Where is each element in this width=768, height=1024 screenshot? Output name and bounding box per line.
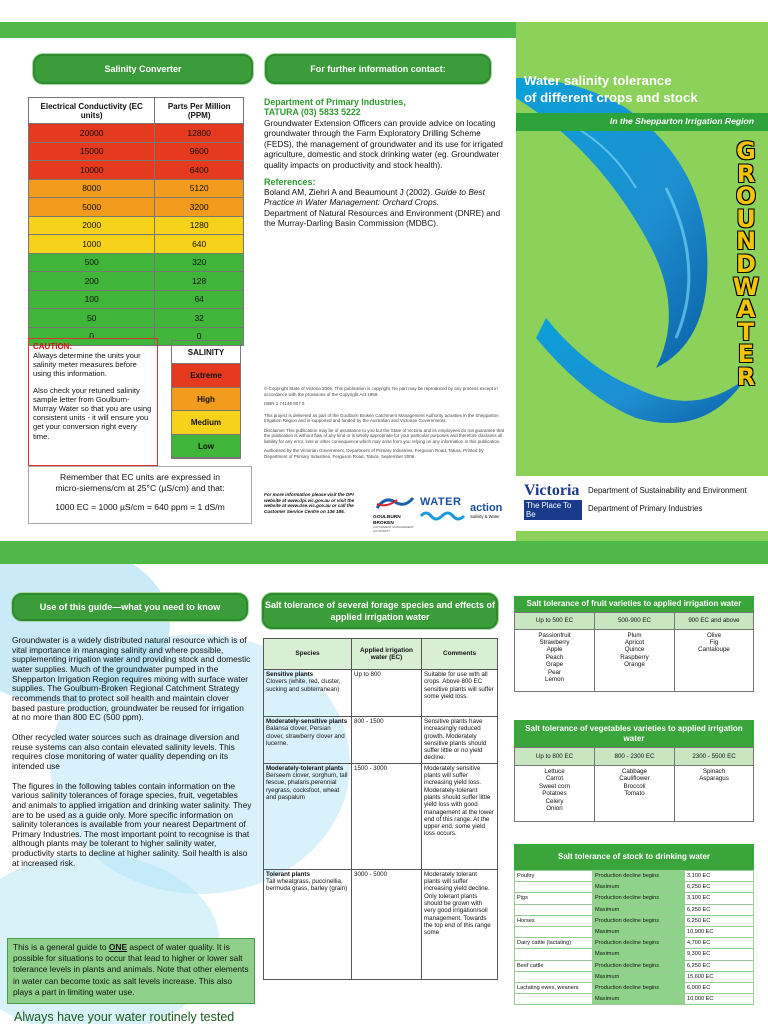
forage-table [263, 638, 498, 980]
water-logo [420, 496, 466, 532]
stock-animal: Beef cattle [515, 960, 593, 971]
forage-ec: Up to 800 [352, 670, 422, 717]
fruit-item: Quince [624, 646, 645, 654]
goulburn-broken-sub: CATCHMENT MANAGEMENT AUTHORITY [373, 525, 414, 533]
fruit-item: Apple [546, 646, 563, 654]
veg-item: Carrot [545, 775, 564, 783]
cover-subtitle-band [516, 113, 768, 131]
veg-title: Salt tolerance of vegetables varieties to applied irrigation water [514, 720, 754, 747]
gov-logos-band [516, 476, 768, 531]
forage-category: Tolerant plants [266, 870, 310, 878]
remember-box [28, 466, 252, 524]
forage-species: Balansa clover, Persian clover, strawberry clover and lucerne. [266, 725, 345, 747]
victoria-logo [524, 482, 582, 520]
guide-paragraph-2: Other recycled water sources such as drainage diversion and reuse systems can also contain elevated salinity levels. This requires close monitoring of water quality depending on its intended use [12, 731, 240, 771]
forage-header-species: Species [264, 639, 352, 670]
remember-line2: micro-siemens/cm at 25°C (µS/cm) and that: [55, 483, 225, 493]
forage-species-cell [264, 869, 352, 979]
fine-print [264, 386, 504, 459]
conv-ppm-value: 12800 [155, 124, 244, 143]
forage-species-cell [264, 670, 352, 717]
stock-row [515, 938, 754, 949]
veg-column-1 [515, 766, 595, 822]
goulburn-broken-logo [373, 494, 417, 534]
stock-animal [515, 882, 593, 893]
fruit-item: Plum [627, 631, 642, 639]
forage-comment: Moderately tolerant plants will suffer increasing yield decline. Only tolerant plants should be grown with very good irrigation/soil management. Towards the top end of this range some [422, 869, 498, 979]
goulburn-broken-mark-icon [373, 494, 417, 510]
salinity-level-medium: Medium [172, 411, 240, 435]
forage-species: Clovers (white, red, cluster, sucking and subterranean) [266, 678, 341, 693]
conv-ppm-value: 64 [155, 290, 244, 309]
conv-row [29, 179, 244, 198]
veg-column-2 [595, 766, 675, 822]
forage-header-comments: Comments [422, 639, 498, 670]
conv-ppm-value: 128 [155, 272, 244, 291]
guide-box-text-a: This is a general guide to [13, 942, 109, 952]
conv-ec-value: 100 [29, 290, 155, 309]
forage-comment: Moderately sensitive plants will suffer increasing yield loss. Moderately-tolerant plants should suffer little yield loss with good management at the lower end of this range. At the upper end, some yield loss occurs. [422, 763, 498, 869]
vertical-letter: N [735, 227, 757, 256]
fruit-item: Pear [547, 668, 562, 676]
vertical-letter: R [736, 362, 756, 391]
conv-ec-value: 500 [29, 253, 155, 272]
stock-value: 6,000 EC [685, 982, 754, 993]
conv-ppm-value: 3200 [155, 198, 244, 217]
stock-measure: Production decline begins [593, 915, 685, 926]
vertical-letter: A [736, 295, 756, 324]
conv-row [29, 142, 244, 161]
stock-row [515, 926, 754, 937]
stock-table [514, 870, 754, 1005]
veg-item: Broccoli [623, 782, 646, 790]
stock-row [515, 893, 754, 904]
stock-measure: Maximum [593, 882, 685, 893]
stock-value: 6,250 EC [685, 904, 754, 915]
stock-row [515, 882, 754, 893]
forage-ec: 3000 - 5000 [352, 869, 422, 979]
stock-animal: Poultry [515, 871, 593, 882]
stock-animal: Dairy cattle (lactating) [515, 938, 593, 949]
veg-item: Sweet corn [539, 782, 570, 790]
fruit-item: Fig [709, 638, 719, 646]
stock-row [515, 971, 754, 982]
stock-measure: Maximum [593, 994, 685, 1005]
salinity-converter-title: Salinity Converter [33, 54, 253, 84]
stock-animal: Horses [515, 915, 593, 926]
fruit-column-1 [515, 629, 595, 691]
vertical-letter: E [737, 340, 755, 369]
stock-value: 6,250 EC [685, 960, 754, 971]
forage-header-ec: Applied irrigation water (EC) [352, 639, 422, 670]
veg-item: Celery [545, 797, 564, 805]
conv-row [29, 198, 244, 217]
conv-ec-value: 2000 [29, 216, 155, 235]
conv-row [29, 309, 244, 328]
forage-comment: Suitable for use with all crops. Above 800 EC sensitive plants will suffer some yield loss. [422, 670, 498, 717]
veg-item: Tomato [624, 790, 645, 798]
fine-isbn: ISBN 1 74146 807 5 [264, 401, 305, 406]
reference-1-authors: Boland AM, Ziehri A and Beaumount J (2002). [264, 187, 435, 198]
salinity-legend-header: SALINITY [172, 341, 240, 364]
contact-dept: Department of Primary Industries, [264, 97, 406, 107]
stock-value: 3,100 EC [685, 893, 754, 904]
conv-row [29, 216, 244, 235]
stock-animal: Lactating ewes, weaners [515, 982, 593, 993]
veg-item: Lettuce [544, 768, 565, 775]
cover-title-line2: of different crops and stock [524, 90, 698, 105]
guide-box-text-b: aspect of water quality. It is possible for situations to occur that lead to higher or lower salt tolerance levels in plants and animals. Note that other elements in water can become toxic as salt levels increase. This also plays a part in limiting water use. [13, 942, 249, 997]
cover-subtitle: In the Shepparton Irrigation Region [609, 116, 754, 126]
victoria-tagline: The Place To Be [524, 500, 582, 520]
stock-measure: Maximum [593, 971, 685, 982]
reference-2: Department of Natural Resources and Environment (DNRE) and the Murray-Darling Basin Commission (MDBC). [264, 207, 501, 229]
forage-row [264, 763, 498, 869]
veg-header-3: 2300 - 5500 EC [675, 748, 754, 766]
remember-line1: Remember that EC units are expressed in [59, 472, 220, 482]
top-green-band [0, 22, 516, 38]
mid-green-band [0, 541, 768, 564]
guide-paragraph-1: Groundwater is a widely distributed natural resource which is of vital importance in managing salinity and where possible, supplementing irrigation water and providing stock and domestic water supplies. Much of the groundwater pumped in the Shepparton Irrigation Region requires mixing with surface water supplies. The Goulburn-Broken Regional Catchment Strategy recommends that to protect soil health and maintain clover based pasture production, groundwater be reused for irrigation at no more than 800 EC (500 ppm). [12, 635, 251, 723]
reference-1-title: Guide to Best Practice in Water Management: Orchard Crops. [264, 187, 485, 208]
contact-body: Groundwater Extension Officers can provide advice on locating groundwater through the Farm Exploratory Drilling Scheme (FEDS), the management of groundwater and its use for irrigated agriculture, domestic and stock drinking water (eg. Groundwater quality impacts on productivity and stock health). [264, 118, 503, 170]
department-dse: Department of Sustainability and Environment [588, 486, 747, 495]
stock-value: 10,000 EC [685, 994, 754, 1005]
references-title: References: [264, 177, 316, 188]
forage-title: Salt tolerance of several forage species and effects of applied irrigation water [262, 593, 498, 629]
conv-ppm-value: 0 [155, 327, 244, 346]
conv-ppm-value: 320 [155, 253, 244, 272]
conv-ec-value: 15000 [29, 142, 155, 161]
conv-ppm-value: 32 [155, 309, 244, 328]
fine-project: This project is delivered as part of the Goulburn Broken Catchment Management Authority activities in the Shepparton Irrigation Region and is supported and funded by the Australian and Victorian Governments. [264, 412, 499, 423]
caution-title: CAUTION: [33, 342, 73, 351]
victoria-logo-text: Victoria [524, 482, 580, 499]
conv-ec-value: 50 [29, 309, 155, 328]
fruit-item: Apricot [624, 638, 645, 646]
water-logo-text: WATER [420, 496, 462, 508]
action-logo [470, 502, 510, 536]
caution-text-1: Always determine the units your salinity meter measures before using this information. [33, 351, 141, 379]
stock-animal [515, 926, 593, 937]
general-guide-box [7, 938, 255, 1004]
veg-item: Potatoes [542, 790, 567, 798]
forage-ec: 800 - 1500 [352, 717, 422, 764]
fruit-header-3: 900 EC and above [675, 612, 754, 629]
conv-ppm-value: 9600 [155, 142, 244, 161]
fruit-item: Passionfruit [538, 631, 571, 639]
stock-animal [515, 904, 593, 915]
conv-ppm-value: 6400 [155, 161, 244, 180]
conv-row [29, 161, 244, 180]
conv-row [29, 235, 244, 254]
stock-value: 3,100 EC [685, 871, 754, 882]
forage-species: Tall wheatgrass, puccinellia, bermuda grass, barley (grain) [266, 878, 348, 893]
fruit-item: Olive [706, 631, 722, 639]
contact-block [264, 97, 510, 229]
forage-species-cell [264, 717, 352, 764]
forage-ec: 1500 - 3000 [352, 763, 422, 869]
stock-row [515, 949, 754, 960]
conv-ec-value: 20000 [29, 124, 155, 143]
salinity-level-high: High [172, 388, 240, 412]
salinity-legend [171, 340, 241, 459]
stock-value: 9,300 EC [685, 949, 754, 960]
goulburn-broken-text: GOULBURN BROKEN [373, 515, 401, 526]
contact-title: For further information contact: [265, 54, 491, 84]
conv-row [29, 253, 244, 272]
fruit-item: Lemon [545, 675, 564, 683]
stock-measure: Maximum [593, 926, 685, 937]
forage-row [264, 869, 498, 979]
conv-ec-value: 10000 [29, 161, 155, 180]
conv-header-ec: Electrical Conductivity (EC units) [29, 98, 155, 124]
action-logo-text: action [470, 502, 503, 514]
veg-item: Onion [546, 805, 563, 813]
veg-header-1: Up to 800 EC [515, 748, 595, 766]
contact-phone: TATURA (03) 5833 5222 [264, 107, 361, 117]
guide-paragraph-3: The figures in the following tables contain information on the various salinity tolerances of forage species, fruit, vegetables and animals to applied irrigation and drinking water salinity. They are to be used as a guide only. More specific information on salinity tolerances is available from your nearest Department of Primary Industries. The most important point to recognise is that although plants may be tolerant to higher salinity water, productivity starts to decline at higher salinity. Soil health is also at increased risk. [12, 780, 252, 868]
cover-title [524, 72, 760, 106]
vertical-letter: W [732, 272, 760, 301]
salinity-level-low: Low [172, 435, 240, 459]
stock-table-box [514, 844, 754, 1005]
forage-category: Moderately-sensitive plants [266, 718, 348, 725]
conv-ec-value: 8000 [29, 179, 155, 198]
conv-ppm-value: 1280 [155, 216, 244, 235]
stock-value: 15,600 EC [685, 971, 754, 982]
water-waves-icon [420, 508, 466, 524]
veg-item: Asparagus [699, 775, 729, 783]
stock-measure: Production decline begins [593, 982, 685, 993]
guide-text [12, 636, 252, 868]
stock-value: 6,250 EC [685, 882, 754, 893]
stock-value: 4,700 EC [685, 938, 754, 949]
stock-measure: Production decline begins [593, 871, 685, 882]
veg-table-box [514, 720, 754, 822]
fruit-header-2: 500-900 EC [595, 612, 675, 629]
stock-measure: Maximum [593, 949, 685, 960]
vertical-letter: T [737, 317, 755, 346]
fruit-item: Strawberry [539, 638, 570, 646]
forage-species: Berseem clover, sorghum, tall fescue, phalaris,perennial ryegrass, cocksfoot, wheat and paspalum [266, 772, 348, 801]
cover-title-line1: Water salinity tolerance [524, 73, 672, 88]
conversion-table [28, 97, 244, 346]
veg-item: Spinach [702, 768, 726, 775]
conv-ec-value: 5000 [29, 198, 155, 217]
stock-row [515, 982, 754, 993]
stock-measure: Production decline begins [593, 938, 685, 949]
veg-header-2: 800 - 2300 EC [595, 748, 675, 766]
veg-item: Cauliflower [619, 775, 650, 783]
vertical-letter: G [736, 137, 756, 165]
stock-row [515, 871, 754, 882]
conv-row [29, 290, 244, 309]
forage-row [264, 717, 498, 764]
fine-authorised: Authorised by the Victorian Government, Department of Primary Industries, Ferguson Road, Tatura. Printed by Department of Primary Industries, Ferguson Road, Tatura, September 2006. [264, 448, 484, 459]
stock-animal [515, 949, 593, 960]
salinity-level-extreme: Extreme [172, 364, 240, 388]
stock-animal [515, 971, 593, 982]
stock-value: 6,250 EC [685, 915, 754, 926]
fine-copyright: © Copyright State of Victoria 2006. This publication is copyright. No part may be reproduced by any process except in accordance with the provisions of the Copyright Act 1968. [264, 386, 498, 397]
conversion-equation: 1000 EC = 1000 µS/cm = 640 ppm = 1 dS/m [55, 502, 225, 512]
stock-row [515, 994, 754, 1005]
fruit-title: Salt tolerance of fruit varieties to applied irrigation water [514, 596, 754, 612]
reference-1 [264, 187, 510, 208]
fruit-item: Grape [545, 661, 564, 669]
guide-title: Use of this guide—what you need to know [12, 593, 248, 621]
groundwater-vertical-word [732, 137, 760, 391]
forage-category: Moderately-tolerant plants [266, 764, 344, 772]
veg-table [514, 747, 754, 822]
vertical-letter: R [736, 159, 756, 188]
vertical-letter: U [736, 204, 756, 233]
fruit-item: Peach [545, 653, 564, 661]
caution-box [28, 338, 158, 466]
fruit-column-3 [675, 629, 754, 691]
vertical-letter: O [735, 182, 757, 211]
fine-disclaimer: Disclaimer This publication may be of assistance to you but the State of Victoria and its employees do not guarantee that the publication is without flaw of any kind or is wholly appropriate for your particular purposes and therefore disclaims all liability for any error, loss or other consequence which may arise from you relying on any information in this publication. [264, 427, 504, 444]
conv-ec-value: 0 [29, 327, 155, 346]
conv-row [29, 272, 244, 291]
fruit-header-1: Up to 500 EC [515, 612, 595, 629]
fruit-item: Orange [624, 661, 645, 669]
forage-comment: Sensitive plants have increasingly reduced growth. Moderately sensitive plants should suffer little or no yield decline. [422, 717, 498, 764]
conv-ppm-value: 640 [155, 235, 244, 254]
stock-animal [515, 994, 593, 1005]
conv-ec-value: 1000 [29, 235, 155, 254]
department-dpi: Department of Primary Industries [588, 504, 703, 513]
stock-row [515, 915, 754, 926]
stock-animal: Pigs [515, 893, 593, 904]
conv-row [29, 124, 244, 143]
forage-row [264, 670, 498, 717]
fruit-item: Cantaloupe [698, 646, 730, 654]
stock-title: Salt tolerance of stock to drinking water [514, 844, 754, 870]
more-info-text: For more information please visit the DPI website at www.dpi.vic.gov.au or visit the website at www.dse.vic.gov.au or call the Customer Service Centre on 136 186. [264, 492, 355, 514]
fruit-column-2 [595, 629, 675, 691]
fruit-item: Raspberry [620, 653, 649, 661]
always-test-note: Always have your water routinely tested [14, 1010, 235, 1024]
veg-column-3 [675, 766, 754, 822]
fruit-table-box [514, 596, 754, 692]
vertical-letter: D [736, 249, 756, 278]
fruit-table [514, 612, 754, 692]
stock-measure: Maximum [593, 904, 685, 915]
guide-box-one: ONE [108, 942, 128, 952]
stock-measure: Production decline begins [593, 960, 685, 971]
stock-row [515, 960, 754, 971]
stock-value: 10,900 EC [685, 926, 754, 937]
stock-row [515, 904, 754, 915]
forage-species-cell [264, 763, 352, 869]
veg-item: Cabbage [621, 768, 648, 775]
conv-ec-value: 200 [29, 272, 155, 291]
caution-text-2: Also check your retuned salinity sample letter from Goulburn-Murray Water so that you are using consistent units - it will ensure you get your conversion right every time. [33, 385, 152, 441]
conv-ppm-value: 5120 [155, 179, 244, 198]
action-logo-sub: Salinity & Water [470, 514, 500, 519]
stock-measure: Production decline begins [593, 893, 685, 904]
forage-category: Sensitive plants [266, 671, 314, 678]
conv-header-ppm: Parts Per Million (PPM) [155, 98, 244, 124]
